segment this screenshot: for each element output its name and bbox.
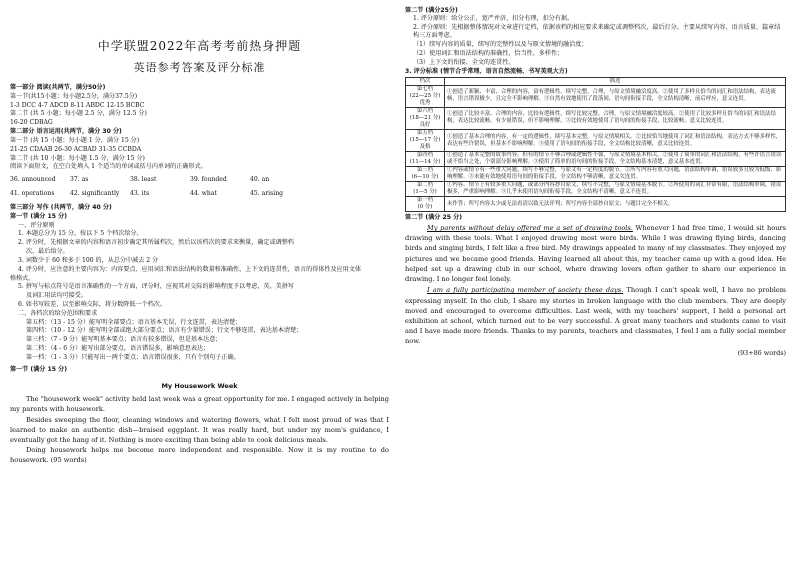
essay-paragraph: Besides sweeping the floor, cleaning windows and watering flowers, what I felt most proud of was that I learned to make an authentic dish—braised eggplant. It was really hard, but under my mom's guidance, I eventually got the hang of it. Nothing is more exciting than being able to cook delicious meals.	[10, 415, 389, 444]
rules-list	[10, 230, 389, 309]
p3-section1: 第一节 (满分 15 分)	[10, 212, 67, 220]
rule-item: 3. 词数少于 60 和多于 100 的，从总分中减去 2 分	[18, 256, 159, 264]
part2-heading: 第二部分 语言运用(共两节，满分 30 分)	[10, 128, 122, 136]
desc-cell: ①创造了新颖、丰富、合理的内容，富有逻辑性，续写完整，合理，与原文情境融洽度高。②使用了多样且恰当的词汇和语法结构，表达流畅，语言错误极少，且完全不影响理解。③自然有效地使用了段落间、语句间衔接手段，全文结构清晰，前后呼应，意义连贯。	[445, 85, 786, 107]
continuation-essay	[405, 223, 786, 347]
p1-section2: 第二节 (共 5 小题；每小题 2.5 分，满分 12.5 分)	[10, 110, 147, 118]
rule-item: 2. 评分时，先根据文章的内容和语言初步确定其所属档次，然后以该档次的要求来衡量，确定或调整档	[18, 239, 294, 247]
table-header-desc: 描述	[445, 77, 786, 85]
paragraph-body: Whenever I had free time, I would sit hours drawing with these tools. What I enjoyed drawing most were birds. While I was drawing flying birds, dancing birds and singing birds, I felt like a free bird. My drawings appealed to many of my classmates. They enjoyed my pictures and we became good friends. Having learned all about this, my teacher came up with a good idea. He helped set up a drawing club in our school, where drawing lovers often gather to share our experience in drawing. I no longer feel lonely.	[405, 224, 786, 284]
given-sentence-2: I am a fully participating member of society these days.	[427, 286, 624, 295]
p1-section2-answers: 16-20 CDBAG	[10, 119, 53, 127]
rule-item: 格格式。	[10, 274, 35, 282]
section2-essay-heading: 第二节 (满分 25 分)	[405, 214, 462, 222]
page-title: 中学联盟2022年高考考前热身押题	[97, 39, 302, 53]
vocab-answer: 38. least	[130, 175, 157, 183]
p3-section1-essay-heading: 第一节 (满分 15 分)	[10, 366, 67, 374]
p1-section1: 第一节(共15小题；每小题2.5分，满分37.5分)	[10, 92, 138, 100]
rule-item: 及词汇用法均可接受。	[26, 292, 87, 300]
principle-item: （2）使用词汇和语法结构的准确性、恰当性、多样性；	[413, 50, 564, 58]
p2-section1: 第一节 (共 15 小题；每小题 1 分，满分 15 分)	[10, 136, 140, 144]
vocab-answer: 36. announced	[10, 175, 56, 183]
grade-cell: 第四档 (11—14 分)	[406, 152, 445, 167]
desc-cell: ①内容或情节有一些重大问题，续写不够完整，与原文有一定程度的脱节。②所写内容有重大问题，语法结构单调，错误较多且较为低级，影响理解。③未能有效地使用语句间的衔接手段，全文结构不够清晰，意义欠连贯。	[445, 167, 786, 182]
essay-paragraph	[405, 285, 786, 346]
desc-cell: ①内容，情节上有较多重大问题，或部分内容抄自原文，续写不完整，与原文情境基本脱节。②所使用的词汇非常有限，语法结构单调，错误极多，严重影响理解。③几乎未使用语句间衔接手段，全文结构不清晰，意义不连贯。	[445, 182, 786, 197]
vocab-answer: 45. arising	[250, 189, 284, 197]
table-header-row	[406, 77, 786, 85]
rule-item: 6. 如书写较差，以至影响交际，将分数降低一个档次。	[18, 300, 166, 308]
levels-heading: 二、各档次的给分范围和要求	[18, 309, 98, 317]
page-subtitle: 英语参考答案及评分标准	[133, 61, 266, 75]
part1-heading: 第一部分 阅读(共两节，满分50分)	[10, 84, 106, 92]
table-row	[406, 152, 786, 167]
p2-section2: 第二节 (共 10 小题；每小题 1.5 分，满分 15 分)	[10, 154, 145, 162]
p2-section1-answers: 21-25 CDAAB 26-30 ACBAD 31-35 CCBDA	[10, 145, 142, 153]
vocab-answer: 43. its	[130, 189, 150, 197]
table-row	[406, 85, 786, 107]
level-item: 第三档：（7 - 9 分）能写明基本要点；语言有较多错误，但是基本达意；	[26, 336, 222, 344]
vocab-answer: 40. an	[250, 175, 270, 183]
rule-item: 4. 评分时，应注意的主要内容为：内容要点、应用词汇和语法结构的数量和准确性、上下文的连贯性，语言的得体性及应用文体	[18, 265, 361, 273]
desc-cell: ①创造了比较丰富、合理的内容，比较有逻辑性，续写比较完整，合理，与原文情境融洽度较高。②使用了比较多样且恰当的词汇和语法结构，表达比较流畅，有少量错误，但不影响理解。③比较有效地使用了语句间的衔接手段，比较流畅，意义比较连贯。	[445, 107, 786, 129]
essay-title: My Housework Week	[161, 382, 238, 391]
grade-cell: 第三档 (6—10 分)	[406, 167, 445, 182]
level-item: 第一档：（1 - 3 分）只能写出一两个要点；语言错误很多，只有个别句子正确。	[26, 353, 240, 361]
rule-item: 5. 拼写与标点符号是语言准确性的一个方面，评分时，应视其对交际的影响程度予以考虑，英、美拼写	[18, 283, 294, 291]
principle-item: （1）续写内容的质量，续写的完整性以及与原文情境的融洽度；	[413, 41, 588, 49]
vocab-answer: 42. significantly	[70, 189, 120, 197]
p1-section1-answers: 1-3 DCC 4-7 ADCD 8-11 ABDC 12-15 BCBC	[10, 101, 145, 109]
word-count: (93+86 words)	[737, 348, 786, 357]
grade-cell: 第七档 (22—25 分) 优秀	[406, 85, 445, 107]
level-item: 第四档：（10 - 12 分）能写明全部或绝大部分要点；语言有少量错误；行文不够连贯，表达基本清楚；	[26, 327, 303, 335]
vocab-answer: 37. as	[70, 175, 89, 183]
grade-cell: 第五档 (15—17 分) 及格	[406, 130, 445, 152]
p2-section2-desc: 阅读下面短文，在空白处填入 1 个适当的单词或括号内单词的正确形式。	[10, 163, 207, 171]
grade-cell: 第六档 (18—21 分) 良好	[406, 107, 445, 129]
table-row	[406, 167, 786, 182]
principle-item: 1. 评分原则：给分公正，宽严并济，扣分有理，扣分有据。	[413, 15, 574, 23]
rule-item: 1. 本题总分为 15 分，按以下 5 个档次给分。	[18, 230, 143, 238]
level-item: 第二档：（4 - 6 分）能写出部分要点，语言错误多，影响意思表达；	[26, 345, 210, 352]
grade-cell: 第一档 (0 分)	[406, 197, 445, 212]
vocab-answer: 44. what	[190, 189, 217, 197]
part3-heading: 第三部分 写作 (共两节，满分 40 分)	[10, 204, 112, 211]
desc-cell: 未作答；所写内容太少或无法看清以致无法评判；所写内容全部抄自原文；与题目完全不相关。	[445, 197, 786, 212]
levels-list	[10, 319, 389, 362]
principles-list	[405, 15, 786, 67]
given-sentence-1: My parents without delay offered me a set of drawing tools.	[427, 224, 633, 232]
desc-cell: ①创造了基本完整的故事内容，但有的情节不够合理或逻辑性不强，与原文情境基本相关。②使用了简单的词汇和语法结构，有些许语言错误或不恰当之处，个别部分影响理解。③使用了简单的语句间的衔接手段，全文结构基本清楚，意义基本连贯。	[445, 152, 786, 167]
rules-heading: 一、评分原则	[18, 221, 55, 229]
essay-paragraph: Doing housework helps me become more independent and responsible. Now it is my routine to do housework. (95 words)	[10, 446, 389, 465]
grade-cell: 第二档 (1—5 分)	[406, 182, 445, 197]
rule-item: 次，最后给分。	[26, 248, 69, 256]
vocab-answers-row2	[10, 190, 389, 198]
vocab-answer: 41. operations	[10, 189, 55, 197]
principle-item: 2. 评分原则：先根据整体情况对文章进行定档，依据该档的相应要求来确定或调整档次，最后打分。主要从续写内容、语言质量、篇章结构三方面考虑。	[413, 24, 781, 40]
essay-paragraph: The "housework week" activity held last week was a great opportunity for me. I engaged actively in helping my parents with housework.	[10, 395, 389, 413]
table-row	[406, 182, 786, 197]
table-row	[406, 197, 786, 212]
vocab-answers-row1	[10, 176, 389, 184]
table-header-grade: 档次	[406, 77, 445, 85]
desc-cell: ①创造了基本合理的内容，有一定的逻辑性，续写基本完整，与原文情境相关。②比较恰当地使用了词汇和语法结构，表达方式不够多样性，表达有些许错误，但基本不影响理解。③使用了语句间的衔接手段，全文结构比较清晰，意义比较连贯。	[445, 130, 786, 152]
table-row	[406, 107, 786, 129]
right-column	[397, 0, 794, 562]
essay-paragraph	[405, 223, 786, 284]
principle-item: （3）上下文的衔接、全文的连贯性。	[413, 58, 515, 66]
sample-essay	[10, 395, 389, 466]
vocab-answer: 39. founded	[190, 175, 227, 183]
section2-heading: 第二节 (满分25分)	[405, 6, 458, 14]
paragraph-body: Though I can't speak well, I have no problem expressing myself. In the club, I share my stories in broken language with the club members. They are deeply moved and encouraged to overcome difficulties. Last week, with my teachers' support, I held a personal art exhibition at school, which turned out to be very successful. A great many teachers and students came to visit and I have made more friends. Thanks to my parents, teachers and classmates, I feel I am a fully social member now.	[405, 286, 786, 346]
level-item: 第五档：（13 - 15 分）能写明全部要点；语言基本无误，行文连贯，表达清楚；	[26, 318, 242, 326]
rubric-heading: 3. 评分标准 (情节合乎常理、语言自然流畅、书写美观大方)	[405, 67, 568, 75]
table-row	[406, 130, 786, 152]
grading-table	[405, 77, 786, 212]
